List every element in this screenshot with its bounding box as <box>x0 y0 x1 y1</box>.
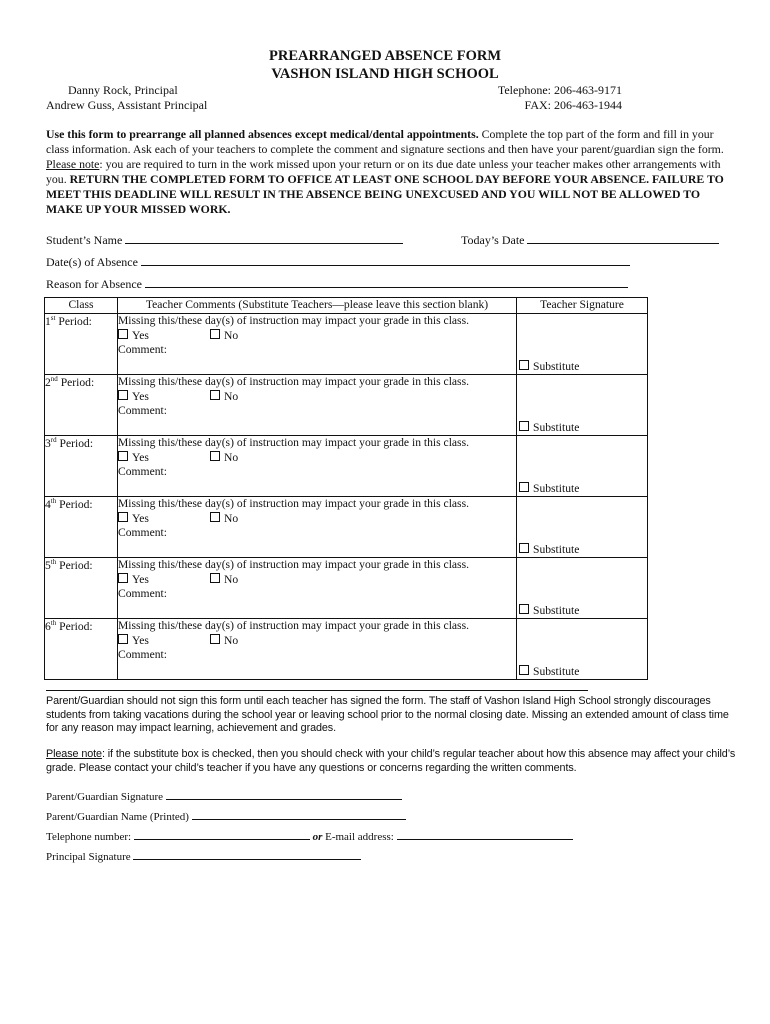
student-name-field[interactable] <box>125 231 403 244</box>
substitute-option[interactable] <box>519 604 579 617</box>
yes-checkbox[interactable] <box>118 329 128 339</box>
yes-label: Yes <box>132 328 149 342</box>
parent-note: Parent/Guardian should not sign this form until each teacher has signed the form. The staff of Vashon Island High School strongly discourages students from taking vacations during the school year or leaving school prior to the normal closing date. Missing an extended amount of class time for any reason may impact learning, achievement and grades. <box>46 695 729 735</box>
teacher-signature-cell[interactable] <box>517 375 648 436</box>
comment-label: Comment: <box>118 526 167 540</box>
instructions-note: : you are required to turn in the work missed upon your return or on its due date unless your teacher makes other arrangements with you. <box>46 156 721 186</box>
teacher-comment-cell <box>118 375 517 436</box>
period-number: 4 <box>45 497 51 511</box>
substitute-checkbox[interactable] <box>519 360 529 370</box>
no-label: No <box>224 511 239 525</box>
period-row <box>45 436 648 497</box>
comment-label: Comment: <box>118 404 167 418</box>
substitute-label: Substitute <box>533 543 580 556</box>
deadline-warning: RETURN THE COMPLETED FORM TO OFFICE AT LEAST ONE SCHOOL DAY BEFORE YOUR ABSENCE. FAILURE TO MEET THIS DEADLINE WILL RESULT IN THE ABSENCE BEING UNEXCUSED AND YOU WILL NOT BE ALLOWED TO MAKE UP YOUR MISSED WORK. <box>46 171 724 216</box>
substitute-note-text: : if the substitute box is checked, then you should check with your child’s regular teacher about how this absence may affect your child’s grade. Please contact your child’s teacher if you have any questions or concerns regarding the written comments. <box>46 748 736 774</box>
period-word: Period: <box>59 619 93 633</box>
dates-of-absence-label: Date(s) of Absence <box>46 255 138 269</box>
period-word: Period: <box>58 314 92 328</box>
period-label <box>45 497 118 558</box>
yes-no-options <box>118 451 516 466</box>
yes-option[interactable] <box>118 634 210 649</box>
instructions-text: Complete the top part of the form and fill in your class information. Ask each of your teachers to complete the comment and signature sections and then have your parent/guardian sign the form. <box>46 127 724 156</box>
divider-line <box>46 690 588 691</box>
form-title: PREARRANGED ABSENCE FORM <box>268 48 501 64</box>
period-label <box>45 558 118 619</box>
yes-label: Yes <box>132 450 149 464</box>
comment-label: Comment: <box>118 648 167 662</box>
please-note-label: Please note <box>46 156 100 171</box>
teacher-signature-cell[interactable] <box>517 558 648 619</box>
yes-option[interactable] <box>118 329 210 344</box>
substitute-checkbox[interactable] <box>519 421 529 431</box>
no-checkbox[interactable] <box>210 573 220 583</box>
no-option[interactable] <box>210 573 302 588</box>
yes-checkbox[interactable] <box>118 390 128 400</box>
substitute-label: Substitute <box>533 482 580 495</box>
period-suffix: st <box>50 314 56 322</box>
no-label: No <box>224 389 239 403</box>
yes-no-options <box>118 512 516 527</box>
period-suffix: th <box>50 558 57 566</box>
period-suffix: nd <box>50 375 58 383</box>
period-word: Period: <box>59 436 94 450</box>
impact-statement: Missing this/these day(s) of instruction may impact your grade in this class. <box>118 558 469 571</box>
substitute-checkbox[interactable] <box>519 543 529 553</box>
or-label: or <box>312 831 323 843</box>
parent-name-row <box>46 809 406 823</box>
parent-signature-label: Parent/Guardian Signature <box>46 791 163 803</box>
comment-label: Comment: <box>118 343 167 357</box>
no-checkbox[interactable] <box>210 390 220 400</box>
no-label: No <box>224 450 239 464</box>
period-suffix: rd <box>50 436 57 444</box>
telephone-number: Telephone: 206-463-9171 <box>497 83 622 97</box>
teacher-comment-cell <box>118 314 517 375</box>
parent-name-field[interactable] <box>192 809 406 820</box>
no-option[interactable] <box>210 390 302 405</box>
no-option[interactable] <box>210 329 302 344</box>
period-row <box>45 619 648 680</box>
parent-signature-row <box>46 789 402 803</box>
yes-label: Yes <box>132 511 149 525</box>
substitute-option[interactable] <box>519 360 579 373</box>
period-word: Period: <box>60 375 95 389</box>
email-label: E-mail address: <box>325 831 394 843</box>
teacher-comment-cell <box>118 619 517 680</box>
impact-statement: Missing this/these day(s) of instruction may impact your grade in this class. <box>118 619 469 632</box>
assistant-principal-name: Andrew Guss, Assistant Principal <box>46 98 208 112</box>
impact-statement: Missing this/these day(s) of instruction may impact your grade in this class. <box>118 314 469 327</box>
teacher-signature-cell[interactable] <box>517 314 648 375</box>
contact-row <box>46 829 573 843</box>
telephone-field[interactable] <box>134 829 310 840</box>
principal-signature-field[interactable] <box>133 849 361 860</box>
dates-of-absence-field[interactable] <box>141 253 630 266</box>
period-row <box>45 558 648 619</box>
telephone-label: Telephone number: <box>46 831 132 843</box>
school-name: VASHON ISLAND HIGH SCHOOL <box>271 66 499 82</box>
period-number: 6 <box>45 619 51 633</box>
no-label: No <box>224 328 239 342</box>
comments-column-header: Teacher Comments (Substitute Teachers—please leave this section blank) <box>118 298 517 314</box>
period-number: 5 <box>45 558 51 572</box>
period-label <box>45 436 118 497</box>
period-row <box>45 497 648 558</box>
impact-statement: Missing this/these day(s) of instruction may impact your grade in this class. <box>118 436 469 449</box>
period-rows <box>45 314 648 680</box>
substitute-option[interactable] <box>519 482 579 495</box>
substitute-checkbox[interactable] <box>519 482 529 492</box>
period-label <box>45 375 118 436</box>
signature-column-header: Teacher Signature <box>517 298 648 314</box>
principal-signature-row <box>46 849 361 863</box>
period-label <box>45 314 118 375</box>
yes-checkbox[interactable] <box>118 512 128 522</box>
no-option[interactable] <box>210 512 302 527</box>
yes-checkbox[interactable] <box>118 451 128 461</box>
period-number: 3 <box>45 436 51 450</box>
substitute-option[interactable] <box>519 543 579 556</box>
dates-of-absence-row <box>46 253 630 270</box>
parent-signature-field[interactable] <box>166 789 402 800</box>
no-option[interactable] <box>210 634 302 649</box>
period-table <box>44 297 648 680</box>
no-option[interactable] <box>210 451 302 466</box>
no-checkbox[interactable] <box>210 634 220 644</box>
principal-signature-label: Principal Signature <box>46 851 131 863</box>
no-checkbox[interactable] <box>210 329 220 339</box>
period-row <box>45 314 648 375</box>
yes-no-options <box>118 329 516 344</box>
period-suffix: th <box>50 619 57 627</box>
substitute-note-label: Please note <box>46 748 102 760</box>
yes-checkbox[interactable] <box>118 634 128 644</box>
yes-label: Yes <box>132 572 149 586</box>
teacher-comment-cell <box>118 558 517 619</box>
fax-number: FAX: 206-463-1944 <box>524 98 622 112</box>
teacher-comment-cell <box>118 436 517 497</box>
yes-option[interactable] <box>118 512 210 527</box>
todays-date-row <box>461 231 719 248</box>
teacher-comment-cell <box>118 497 517 558</box>
yes-no-options <box>118 573 516 588</box>
reason-field[interactable] <box>145 275 628 288</box>
instructions-lead: Use this form to prearrange all planned absences except medical/dental appointments. <box>46 127 479 141</box>
period-row <box>45 375 648 436</box>
yes-no-options <box>118 390 516 405</box>
substitute-label: Substitute <box>533 665 580 678</box>
period-label <box>45 619 118 680</box>
parent-name-label: Parent/Guardian Name (Printed) <box>46 811 189 823</box>
substitute-note <box>46 748 736 775</box>
no-label: No <box>224 572 239 586</box>
yes-option[interactable] <box>118 573 210 588</box>
no-label: No <box>224 633 239 647</box>
teacher-signature-cell[interactable] <box>517 619 648 680</box>
teacher-signature-cell[interactable] <box>517 497 648 558</box>
student-name-label: Student’s Name <box>46 233 123 247</box>
impact-statement: Missing this/these day(s) of instruction may impact your grade in this class. <box>118 497 469 510</box>
substitute-label: Substitute <box>533 421 580 434</box>
instructions-paragraph <box>46 127 732 216</box>
substitute-checkbox[interactable] <box>519 665 529 675</box>
yes-checkbox[interactable] <box>118 573 128 583</box>
todays-date-field[interactable] <box>527 231 719 244</box>
yes-option[interactable] <box>118 451 210 466</box>
yes-label: Yes <box>132 633 149 647</box>
yes-no-options <box>118 634 516 649</box>
impact-statement: Missing this/these day(s) of instruction may impact your grade in this class. <box>118 375 469 388</box>
student-name-row <box>46 231 403 248</box>
no-checkbox[interactable] <box>210 451 220 461</box>
email-field[interactable] <box>397 829 573 840</box>
substitute-label: Substitute <box>533 604 580 617</box>
yes-option[interactable] <box>118 390 210 405</box>
no-checkbox[interactable] <box>210 512 220 522</box>
substitute-label: Substitute <box>533 360 580 373</box>
teacher-signature-cell[interactable] <box>517 436 648 497</box>
substitute-checkbox[interactable] <box>519 604 529 614</box>
period-suffix: th <box>50 497 57 505</box>
substitute-option[interactable] <box>519 665 579 678</box>
principal-name: Danny Rock, Principal <box>68 83 178 97</box>
reason-label: Reason for Absence <box>46 277 142 291</box>
period-number: 1 <box>45 314 51 328</box>
period-word: Period: <box>59 497 93 511</box>
todays-date-label: Today’s Date <box>461 233 525 247</box>
reason-row <box>46 275 628 292</box>
period-word: Period: <box>59 558 93 572</box>
comment-label: Comment: <box>118 465 167 479</box>
substitute-option[interactable] <box>519 421 579 434</box>
class-column-header: Class <box>45 298 118 314</box>
yes-label: Yes <box>132 389 149 403</box>
comment-label: Comment: <box>118 587 167 601</box>
period-number: 2 <box>45 375 51 389</box>
